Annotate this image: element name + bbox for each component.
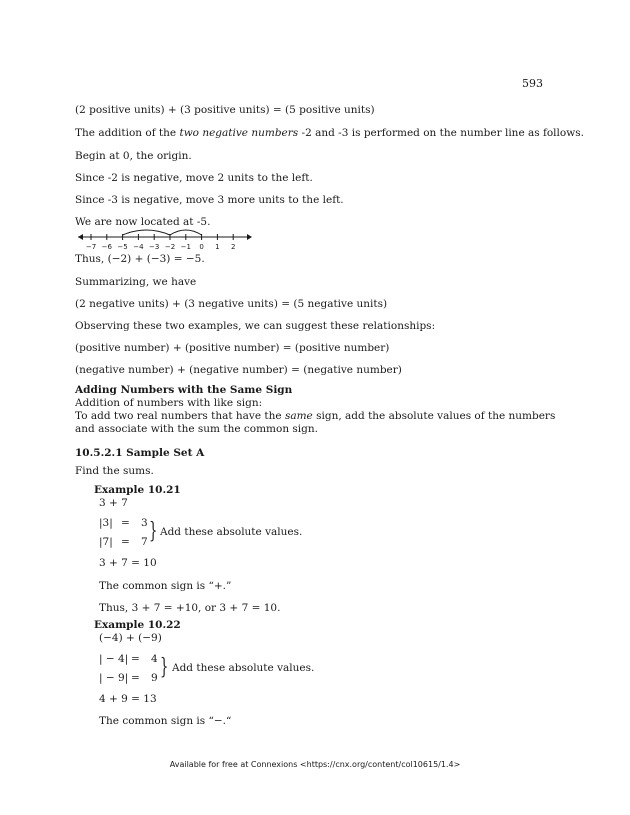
number-line-tick-label: −4 bbox=[133, 243, 144, 251]
example-2-eq-b: = bbox=[131, 672, 140, 684]
example-2-expr: (−4) + (−9) bbox=[99, 632, 162, 644]
example-1-expr: 3 + 7 bbox=[99, 497, 128, 509]
example-1-abs-a: |3| bbox=[99, 517, 113, 529]
number-line-arrow-right bbox=[247, 234, 252, 240]
since-3-line: Since -3 is negative, move 3 more units to the left. bbox=[75, 194, 344, 206]
rule-text bbox=[75, 410, 560, 436]
relation-positive: (positive number) + (positive number) = (positive number) bbox=[75, 342, 390, 354]
section-intro: Find the sums. bbox=[75, 465, 154, 477]
addition-em: two negative numbers bbox=[179, 127, 299, 139]
number-line-tick-label: 2 bbox=[230, 243, 236, 251]
rule-text-post: sign, add the absolute values of the numbers and associate with the sum the common sign. bbox=[75, 410, 556, 435]
positive-sum-line: (2 positive units) + (3 positive units) = (5 positive units) bbox=[75, 104, 375, 116]
example-2-sign: The common sign is “−.“ bbox=[99, 715, 232, 727]
example-1-label: Example 10.21 bbox=[94, 484, 181, 496]
number-line-tick-label: −7 bbox=[85, 243, 97, 251]
example-2-brace: } bbox=[160, 655, 169, 680]
number-line-tick-label: 1 bbox=[215, 243, 220, 251]
section-title: 10.5.2.1 Sample Set A bbox=[75, 447, 205, 459]
summarizing-line: Summarizing, we have bbox=[75, 276, 197, 288]
located-line: We are now located at -5. bbox=[75, 216, 211, 228]
relation-negative: (negative number) + (negative number) = (negative number) bbox=[75, 364, 402, 376]
addition-line bbox=[75, 127, 584, 139]
example-2-abs-a: | − 4| bbox=[99, 653, 129, 665]
example-2-sum: 4 + 9 = 13 bbox=[99, 693, 157, 705]
rule-subheading: Addition of numbers with like sign: bbox=[75, 397, 263, 409]
since-2-line: Since -2 is negative, move 2 units to the left. bbox=[75, 172, 313, 184]
rule-text-pre: To add two real numbers that have the bbox=[75, 410, 285, 422]
observing-line: Observing these two examples, we can suggest these relationships: bbox=[75, 320, 436, 332]
thus-line-1: Thus, (−2) + (−3) = −5. bbox=[75, 253, 205, 265]
example-1-brace: } bbox=[149, 519, 158, 544]
example-1-eq-a: = bbox=[121, 517, 130, 529]
number-line bbox=[74, 226, 256, 256]
number-line-tick-label: −3 bbox=[149, 243, 160, 251]
number-line-tick-label: 0 bbox=[199, 243, 204, 251]
example-1-sign: The common sign is “+.” bbox=[99, 580, 232, 592]
number-line-arc-second bbox=[123, 230, 170, 235]
number-line-arrow-left bbox=[78, 234, 83, 240]
number-line-tick-label: −1 bbox=[180, 243, 191, 251]
page-number: 593 bbox=[522, 77, 543, 90]
rule-text-em: same bbox=[284, 410, 313, 422]
begin-line: Begin at 0, the origin. bbox=[75, 150, 192, 162]
example-1-note: Add these absolute values. bbox=[160, 526, 303, 538]
example-2-abs-b: | − 9| bbox=[99, 672, 129, 684]
example-1-thus: Thus, 3 + 7 = +10, or 3 + 7 = 10. bbox=[99, 602, 281, 614]
example-1-abs-b: |7| bbox=[99, 536, 113, 548]
example-1-abs-b-val: 7 bbox=[141, 536, 148, 548]
footer-attribution: Available for free at Connexions <https://cnx.org/content/col10615/1.4> bbox=[169, 760, 461, 769]
example-2-abs-b-val: 9 bbox=[151, 672, 158, 684]
example-1-abs-a-val: 3 bbox=[141, 517, 148, 529]
example-1-eq-b: = bbox=[121, 536, 130, 548]
example-1-sum: 3 + 7 = 10 bbox=[99, 557, 157, 569]
number-line-tick-label: −2 bbox=[164, 243, 176, 251]
addition-pre: The addition of the bbox=[75, 127, 180, 139]
rule-heading: Adding Numbers with the Same Sign bbox=[75, 384, 293, 396]
number-line-tick-label: −5 bbox=[117, 243, 128, 251]
negative-sum-line: (2 negative units) + (3 negative units) = (5 negative units) bbox=[75, 298, 388, 310]
example-1-abs-grid bbox=[99, 517, 303, 553]
example-2-abs-grid bbox=[99, 653, 319, 689]
addition-post: -2 and -3 is performed on the number line as follows. bbox=[298, 127, 584, 139]
example-2-note: Add these absolute values. bbox=[172, 662, 315, 674]
example-2-label: Example 10.22 bbox=[94, 619, 181, 631]
number-line-tick-label: −6 bbox=[101, 243, 112, 251]
example-2-abs-a-val: 4 bbox=[151, 653, 158, 665]
example-2-eq-a: = bbox=[131, 653, 140, 665]
